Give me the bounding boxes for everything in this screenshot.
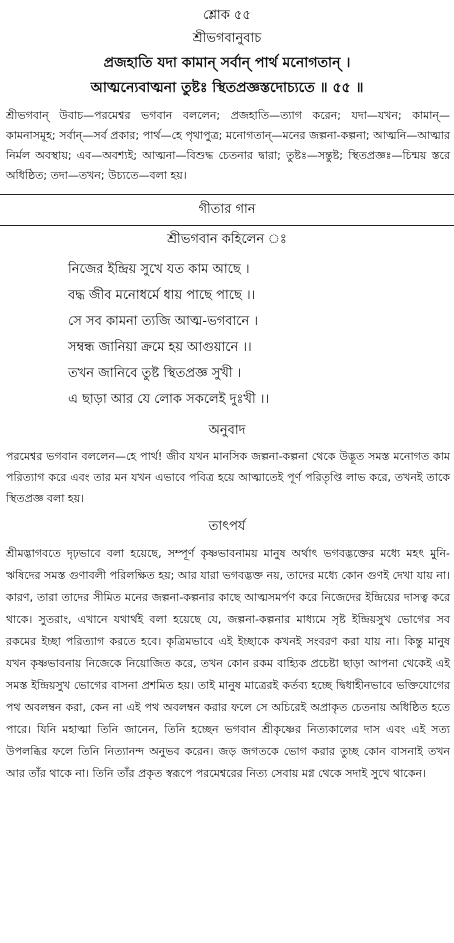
divider (0, 194, 454, 195)
sanskrit-verse (0, 52, 454, 99)
song-line: নিজের ইন্দ্রিয় সুখে যত কাম আছে । (68, 262, 250, 277)
sloka-title: শ্লোক ৫৫ (203, 8, 251, 23)
divider (0, 225, 454, 226)
speaker-line: শ্রীভগবানুবাচ (192, 31, 262, 46)
song-line: এ ছাড়া আর যে লোক সকলেই দুঃখী ।। (68, 392, 270, 407)
song-line: সে সব কামনা ত্যজি আত্ম-ভগবানে । (68, 314, 259, 329)
verse-line-2: আত্মন্যেবাত্মনা তুষ্টঃ স্থিতপ্রজ্ঞস্তদোচ্যতে ॥ ৫৫ ॥ (90, 80, 364, 96)
purport-heading: তাৎপর্য (208, 519, 246, 534)
song-heading: গীতার গান (198, 202, 256, 217)
word-meanings: শ্রীভগবান্‌ উবাচ—পরমেশ্বর ভগবান বললেন; প্রজহাতি—ত্যাগ করেন; যদা—যখন; কামান্‌—কামনাসমূহ; সর্বান্‌—সর্ব প্রকার; পার্থ—হে পৃথাপুত্র; মনোগতান্‌—মনের জল্পনা-কল্পনা; আত্মনি—আত্মার নির্মল অবস্থায়; এব—অবশ্যই; আত্মনা—বিশুদ্ধ চেতনার দ্বারা; তুষ্টঃ—সন্তুষ্ট; স্থিতপ্রজ্ঞঃ—চিন্ময় স্তরে অধিষ্ঠিত; তদা—তখন; উচ্যতে—বলা হয়। (6, 109, 450, 182)
song-verses (0, 257, 454, 413)
song-line: বদ্ধ জীব মনোধর্মে ধায় পাছে পাছে ।। (68, 288, 256, 303)
translation-text: পরমেশ্বর ভগবান বললেন—হে পার্থ! জীব যখন মানসিক জল্পনা-কল্পনা থেকে উদ্ভূত সমস্ত মনোগত কাম পরিত্যাগ করে এবং তার মন যখন এভাবে পবিত্র হয়ে আত্মাতেই পূর্ণ পরিতৃপ্তি লাভ করে, তখনই তাকে স্থিতপ্রজ্ঞ বলা হয়। (6, 450, 450, 505)
purport-text: শ্রীমদ্ভাগবতে দৃঢ়ভাবে বলা হয়েছে, সম্পূর্ণ কৃষ্ণভাবনাময় মানুষ অর্থাৎ ভগবদ্ভক্তের মধ্যে মহৎ মুনি-ঋষিদের সমস্ত গুণাবলী পরিলক্ষিত হয়; আর যারা ভগবদ্ভক্ত নয়, তাদের মধ্যে কোন গুণই দেখা যায় না। কারণ, তারা তাদের সীমিত মনের জল্পনা-কল্পনার কাছে আত্মসমর্পণ করে নিজেদের ইন্দ্রিয়ের দাসত্ব করে থাকে। সুতরাং, এখানে যথার্থই বলা হয়েছে যে, জল্পনা-কল্পনার মাধ্যমে সৃষ্ট ইন্দ্রিয়সুখ ভোগের সব রকমের ইচ্ছা পরিত্যাগ করতে হবে। কৃত্রিমভাবে এই ইচ্ছাকে কখনই সংবরণ করা যায় না। কিন্তু মানুষ যখন কৃষ্ণভাবনায় নিজেকে নিয়োজিত করে, তখন কোন রকম বাহ্যিক প্রচেষ্টা ছাড়া আপনা থেকেই এই সমস্ত ইন্দ্রিয়সুখ ভোগের বাসনা প্রশমিত হয়। তাই মানুষ মাত্রেরই কর্তব্য হচ্ছে দ্বিধাহীনভাবে ভক্তিযোগের পথ অবলম্বন করা, কেন না এই পথ অবলম্বন করার ফলে সে অচিরেই অপ্রাকৃত চেতনায় অধিষ্ঠিত হতে পারে। যিনি মহাত্মা তিনি জানেন, তিনি হচ্ছেন ভগবান শ্রীকৃষ্ণের নিত্যকালের দাস এবং এই সত্য উপলব্ধির ফলে তিনি নিত্যানন্দ অনুভব করেন। জড় জগতকে ভোগ করার তুচ্ছ কোন বাসনাই তখন আর তাঁর থাকে না। তিনি তাঁর প্রকৃত স্বরূপে পরমেশ্বরের নিত্য সেবায় মগ্ন থেকে সদাই সুখে থাকেন। (6, 547, 450, 780)
song-speaker: শ্রীভগবান কহিলেন ঃ (167, 232, 287, 247)
song-line: সম্বন্ধ জানিয়া ক্রমে হয় আগুয়ানে ।। (68, 340, 252, 355)
song-line: তখন জানিবে তুষ্ট স্থিতপ্রজ্ঞ সুখী । (68, 366, 242, 381)
verse-line-1: প্রজহাতি যদা কামান্‌ সর্বান্‌ পার্থ মনোগতান্‌ । (103, 55, 351, 71)
translation-heading: অনুবাদ (208, 423, 246, 438)
